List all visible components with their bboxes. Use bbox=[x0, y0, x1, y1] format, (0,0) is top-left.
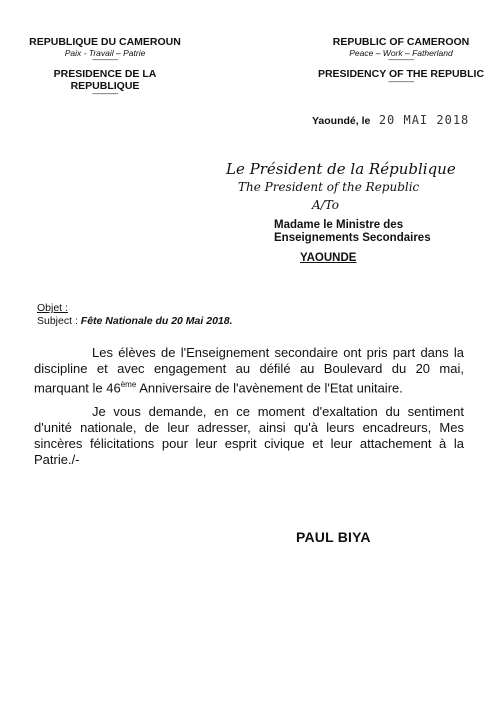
recipient-line1: Madame le Ministre des bbox=[274, 219, 404, 231]
motto-fr: Paix - Travail – Patrie bbox=[64, 48, 146, 58]
letter-body bbox=[34, 345, 464, 476]
separator2-fr: -------------- bbox=[92, 91, 118, 98]
recipient-line2: Enseignements Secondaires bbox=[274, 232, 431, 244]
office-en: PRESIDENCY OF THE REPUBLIC bbox=[317, 68, 485, 80]
country-name-en: REPUBLIC OF CAMEROON bbox=[332, 36, 470, 48]
motto-en: Peace – Work – Fatherland bbox=[349, 48, 453, 58]
separator-fr: -------------- bbox=[92, 57, 118, 64]
header-english bbox=[316, 36, 486, 86]
subject-block bbox=[37, 302, 233, 328]
superscript-eme: ème bbox=[120, 380, 137, 389]
separator2-en: -------------- bbox=[388, 79, 414, 86]
sender-en: The President of the Republic bbox=[238, 180, 420, 194]
header-french bbox=[20, 36, 190, 98]
recipient-city: YAOUNDE bbox=[300, 252, 357, 264]
sender-fr: Le Président de la République bbox=[226, 160, 456, 178]
body-paragraph-1: Les élèves de l'Enseignement secondaire ont pris part dans la discipline et avec engagement au défilé au Boulevard du 20 mai, marquant le 46ème Anniversaire de l'avènement de l'Etat unitaire. bbox=[34, 345, 464, 396]
separator-en: -------------- bbox=[388, 57, 414, 64]
office-fr: PRESIDENCE DE LA REPUBLIQUE bbox=[53, 68, 157, 92]
addressee-prefix: A/To bbox=[312, 198, 340, 212]
subject-text: Fête Nationale du 20 Mai 2018. bbox=[80, 315, 233, 327]
country-name-fr: REPUBLIQUE DU CAMEROUN bbox=[29, 36, 181, 48]
signature: PAUL BIYA bbox=[296, 529, 371, 545]
recipient-block bbox=[274, 219, 431, 245]
subject-label-en: Subject : bbox=[37, 315, 78, 327]
body-paragraph-2: Je vous demande, en ce moment d'exaltation du sentiment d'unité nationale, de leur adresser, ainsi qu'à leurs encadreurs, Mes sincères félicitations pour leur esprit civique et leur attachement à la Patrie./- bbox=[34, 404, 464, 468]
date-place: Yaoundé, le bbox=[312, 115, 371, 127]
subject-label-fr: Objet : bbox=[37, 302, 68, 314]
date-line bbox=[312, 111, 469, 129]
date-stamp: 20 MAI 2018 bbox=[378, 113, 470, 127]
